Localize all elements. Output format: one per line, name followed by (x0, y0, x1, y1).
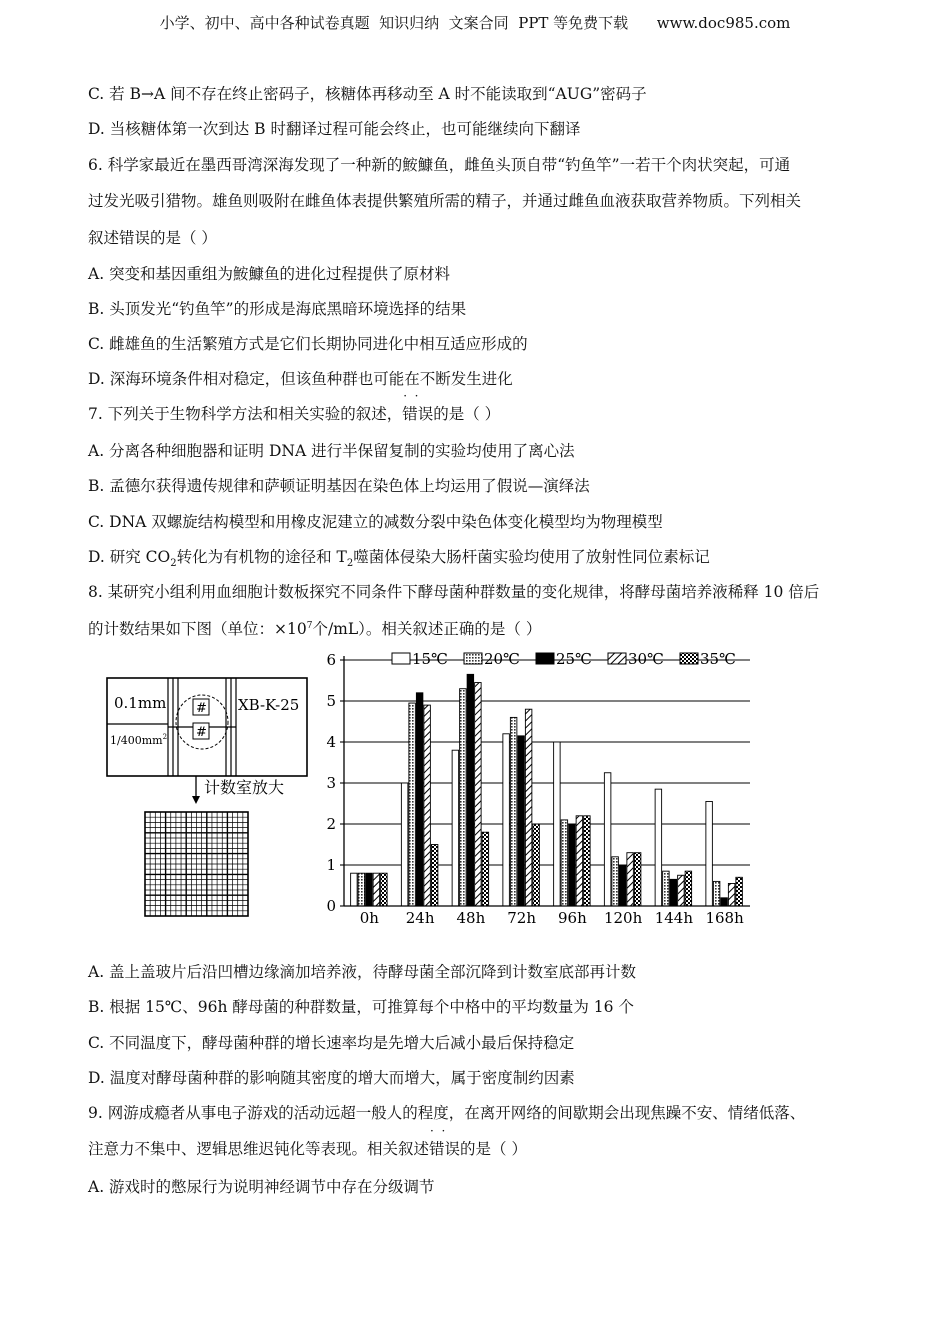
bar-24h-2 (416, 693, 423, 906)
legend-swatch-1 (464, 653, 482, 664)
scale-label: 0.1mm (114, 694, 167, 712)
bar-24h-0 (401, 783, 408, 906)
x-tick-label: 96h (558, 909, 587, 927)
q7-stem: 7. 下列关于生物科学方法和相关实验的叙述，· · 错误的是（ ） (88, 402, 500, 424)
bar-72h-0 (503, 734, 510, 906)
legend-label-3: 30℃ (628, 650, 664, 668)
q8-option-d: D. 温度对酵母菌种群的影响随其密度的增大而增大，属于密度制约因素 (88, 1069, 575, 1087)
bar-144h-3 (678, 875, 685, 906)
q8-option-a: A. 盖上盖玻片后沿凹槽边缘滴加培养液，待酵母菌全部沉降到计数室底部再计数 (88, 963, 637, 981)
q9-stem-line1: 9. 网游成瘾者从事电子游戏的活动远超一般人的程度，在离开网络的间歇期会出现焦躁不安、情绪低落、 (88, 1104, 806, 1122)
x-tick-label: 168h (705, 909, 744, 927)
legend-swatch-4 (680, 653, 698, 664)
bar-120h-2 (619, 865, 626, 906)
bar-24h-3 (424, 705, 431, 906)
q8-option-b: B. 根据 15℃、96h 酵母菌的种群数量，可推算每个中格中的平均数量为 16 个 (88, 998, 634, 1016)
bar-72h-3 (525, 709, 532, 906)
bar-48h-2 (467, 674, 474, 906)
legend-swatch-3 (608, 653, 626, 664)
q7-option-b: B. 孟德尔获得遗传规律和萨顿证明基因在染色体上均运用了假说—演绎法 (88, 477, 590, 495)
q6-option-d: D. 深海环境条件相对稳定，但该鱼种群也可能在不断发生进化 (88, 370, 513, 388)
bar-0h-1 (358, 873, 365, 906)
q9-option-a: A. 游戏时的憋尿行为说明神经调节中存在分级调节 (88, 1178, 435, 1196)
page-header: 小学、初中、高中各种试卷真题 知识归纳 文案合同 PPT 等免费下载 www.doc985.com (159, 14, 791, 32)
y-tick-label: 4 (326, 733, 336, 751)
y-tick-label: 0 (326, 897, 336, 915)
x-tick-label: 24h (405, 909, 435, 927)
x-tick-label: 144h (654, 909, 694, 927)
x-tick-label: 72h (507, 909, 536, 927)
bar-24h-4 (431, 845, 438, 907)
bar-72h-2 (518, 736, 525, 906)
legend-label-4: 35℃ (700, 650, 736, 668)
bar-48h-0 (452, 750, 459, 906)
bar-168h-0 (706, 801, 713, 906)
bar-144h-2 (670, 879, 677, 906)
bar-48h-4 (482, 832, 489, 906)
bar-120h-1 (612, 857, 619, 906)
bar-96h-0 (554, 742, 561, 906)
bar-96h-1 (561, 820, 568, 906)
bar-168h-3 (728, 883, 735, 906)
legend-swatch-2 (536, 653, 554, 664)
legend-label-1: 20℃ (484, 650, 520, 668)
q5-option-d: D. 当核糖体第一次到达 B 时翻译过程可能会终止，也可能继续向下翻译 (88, 120, 581, 138)
y-tick-label: 1 (326, 856, 336, 874)
legend-label-2: 25℃ (556, 650, 592, 668)
bar-0h-4 (381, 873, 388, 906)
bar-0h-3 (373, 873, 380, 906)
bar-168h-2 (721, 898, 728, 906)
q9-stem-line2: 注意力不集中、逻辑思维迟钝化等表现。相关叙述· · 错误的是（ ） (88, 1137, 527, 1159)
bar-120h-4 (634, 853, 641, 906)
q9-emphasis: · · 错误 (429, 1137, 460, 1159)
q6-stem-line2: 过发光吸引猎物。雄鱼则吸附在雌鱼体表提供繁殖所需的精子，并通过雌鱼血液获取营养物质。下列相关 (88, 192, 802, 210)
y-tick-label: 6 (326, 651, 336, 669)
bar-120h-3 (627, 853, 634, 906)
q8-option-c: C. 不同温度下，酵母菌种群的增长速率均是先增大后减小最后保持稳定 (88, 1034, 575, 1052)
bar-96h-4 (584, 816, 591, 906)
bar-48h-3 (475, 683, 482, 906)
bar-120h-0 (604, 773, 611, 906)
bar-0h-2 (366, 873, 373, 906)
bar-72h-4 (533, 824, 540, 906)
legend-label-0: 15℃ (412, 650, 448, 668)
q6-stem-line3: 叙述错误的是（ ） (88, 229, 217, 247)
bar-72h-1 (510, 717, 517, 906)
bar-168h-4 (736, 877, 743, 906)
bar-48h-1 (460, 689, 467, 906)
q5-option-c: C. 若 B→A 间不存在终止密码子，核糖体再移动至 A 时不能读取到“AUG”密码子 (88, 85, 647, 103)
counting-chamber-grid (145, 812, 248, 916)
q6-option-b: B. 头顶发光“钓鱼竿”的形成是海底黑暗环境选择的结果 (88, 300, 467, 318)
q7-option-a: A. 分离各种细胞器和证明 DNA 进行半保留复制的实验均使用了离心法 (88, 442, 575, 460)
bar-24h-1 (409, 703, 416, 906)
bar-144h-0 (655, 789, 662, 906)
grid-mark-2: # (196, 725, 207, 740)
q7-emphasis: · · 错误 (402, 402, 433, 424)
y-tick-label: 5 (326, 692, 336, 710)
q6-option-a: A. 突变和基因重组为鮟鱇鱼的进化过程提供了原材料 (88, 265, 451, 283)
model-label: XB-K-25 (238, 696, 300, 714)
counting-board-figure (100, 672, 315, 922)
yeast-population-bar-chart (322, 648, 762, 930)
area-label: $1/400mm^2$ (110, 733, 168, 747)
q7-option-d: D. 研究 $CO_2$转化为有机物的途径和 $T_2$噬菌体侵染大肠杆菌实验均使用了放射性同位素标记 (88, 548, 710, 570)
y-tick-label: 3 (326, 774, 336, 792)
legend-swatch-0 (392, 653, 410, 664)
q6-option-c: C. 雌雄鱼的生活繁殖方式是它们长期协同进化中相互适应形成的 (88, 335, 528, 353)
x-tick-label: 120h (603, 909, 643, 927)
bar-144h-4 (685, 871, 692, 906)
bar-168h-1 (713, 881, 720, 906)
bar-96h-3 (576, 816, 583, 906)
grid-mark-1: # (196, 701, 207, 716)
bar-0h-0 (351, 873, 358, 906)
y-tick-label: 2 (326, 815, 336, 833)
bar-144h-1 (663, 871, 670, 906)
x-tick-label: 0h (359, 909, 379, 927)
bar-96h-2 (569, 824, 576, 906)
q7-option-c: C. DNA 双螺旋结构模型和用橡皮泥建立的减数分裂中染色体变化模型均为物理模型 (88, 513, 663, 531)
q8-stem-line2: 的计数结果如下图（单位：$\times 10^7$个/mL）。相关叙述正确的是（ ） (88, 620, 542, 638)
enlarge-label: 计数室放大 (204, 778, 285, 797)
q8-stem-line1: 8. 某研究小组利用血细胞计数板探究不同条件下酵母菌种群数量的变化规律，将酵母菌培养液稀释 10 倍后 (88, 583, 820, 601)
q6-stem-line1: 6. 科学家最近在墨西哥湾深海发现了一种新的鮟鱇鱼，雌鱼头顶自带“钓鱼竿”一若干个肉状突起，可通 (88, 156, 791, 174)
x-tick-label: 48h (456, 909, 486, 927)
